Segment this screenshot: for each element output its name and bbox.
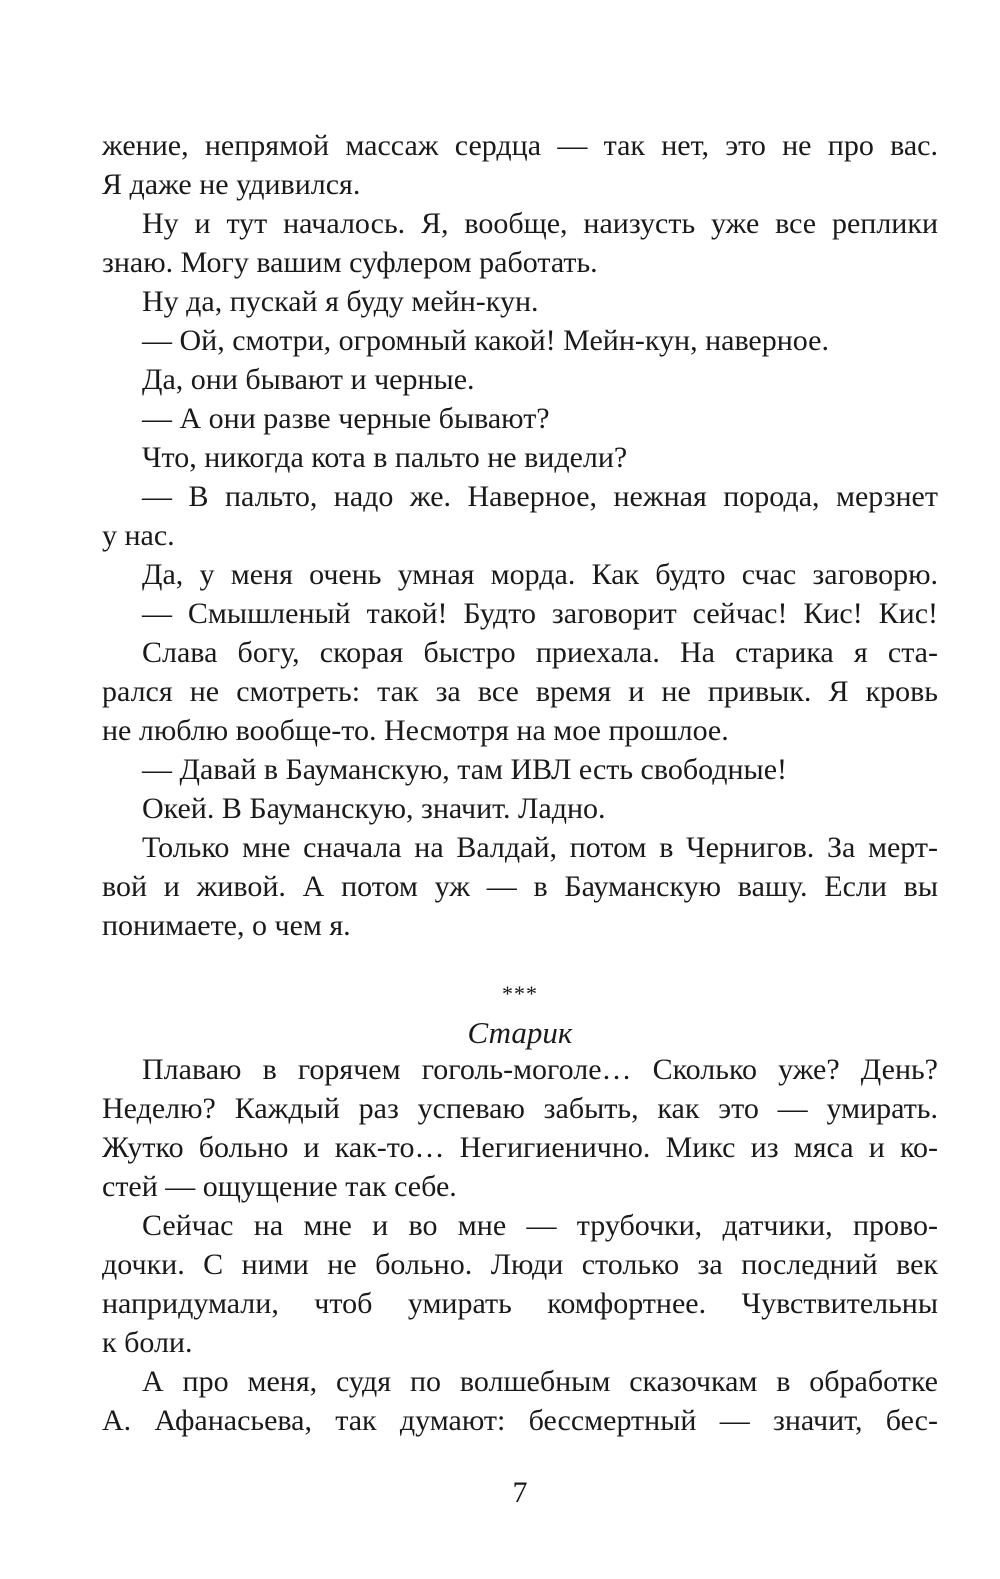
text-line: Что, никогда кота в пальто не видели? [142,441,628,474]
page-number: 7 [512,1476,528,1509]
text-line: к боли. [102,1326,193,1359]
text-line: Да, у меня очень умная морда. Как будто счас заговорю. [142,558,938,591]
text-line: жение, непрямой массаж сердца — так нет, это не про вас. [102,129,938,162]
text-line: Жутко больно и как-то… Негигиенично. Микс из мяса и ко- [102,1131,938,1164]
text-line: напридумали, чтоб умирать комфортнее. Чувствительны [102,1287,938,1320]
text-line: Я даже не удивился. [102,168,361,201]
text-line: — Давай в Бауманскую, там ИВЛ есть свободные! [142,753,788,786]
text-line: Ну да, пускай я буду мейн-кун. [142,285,539,318]
text-line: вой и живой. А потом уж — в Бауманскую вашу. Если вы [102,870,938,903]
text-line: Плаваю в горячем гоголь-моголе… Сколько уже? День? [142,1053,938,1086]
text-line: Сейчас на мне и во мне — трубочки, датчики, прово- [142,1209,938,1242]
text-line: А. Афанасьева, так думают: бессмертный — значит, бес- [102,1404,938,1437]
text-line: понимаете, о чем я. [102,909,351,942]
text-line: Окей. В Бауманскую, значит. Ладно. [142,792,606,825]
text-line: — Ой, смотри, огромный какой! Мейн-кун, наверное. [142,324,829,357]
text-line: Слава богу, скорая быстро приехала. На старика я ста- [142,636,938,669]
section-break-asterisks: *** [502,981,538,1006]
text-line: не люблю вообще-то. Несмотря на мое прошлое. [102,714,729,747]
text-line: — А они разве черные бывают? [142,402,550,435]
text-line: стей — ощущение так себе. [102,1170,457,1203]
text-line: — Смышленый такой! Будто заговорит сейчас! Кис! Кис! [142,597,938,630]
text-line: Да, они бывают и черные. [142,363,475,396]
text-line: знаю. Могу вашим суфлером работать. [102,246,598,279]
chapter-title: Старик [467,1015,573,1050]
text-line: у нас. [102,519,175,552]
text-line: А про меня, судя по волшебным сказочкам в обработке [142,1365,938,1398]
text-line: рался не смотреть: так за все время и не привык. Я кровь [102,675,938,708]
text-block-after-break [102,1050,938,1440]
text-line: Только мне сначала на Валдай, потом в Чернигов. За мерт- [142,831,938,864]
text-line: Ну и тут началось. Я, вообще, наизусть уже все реплики [142,207,938,240]
text-line: Неделю? Каждый раз успеваю забыть, как это — умирать. [102,1092,938,1125]
text-line: — В пальто, надо же. Наверное, нежная порода, мерзнет [142,480,938,513]
text-block-before-break [102,126,938,945]
text-line: дочки. С ними не больно. Люди столько за последний век [102,1248,938,1281]
